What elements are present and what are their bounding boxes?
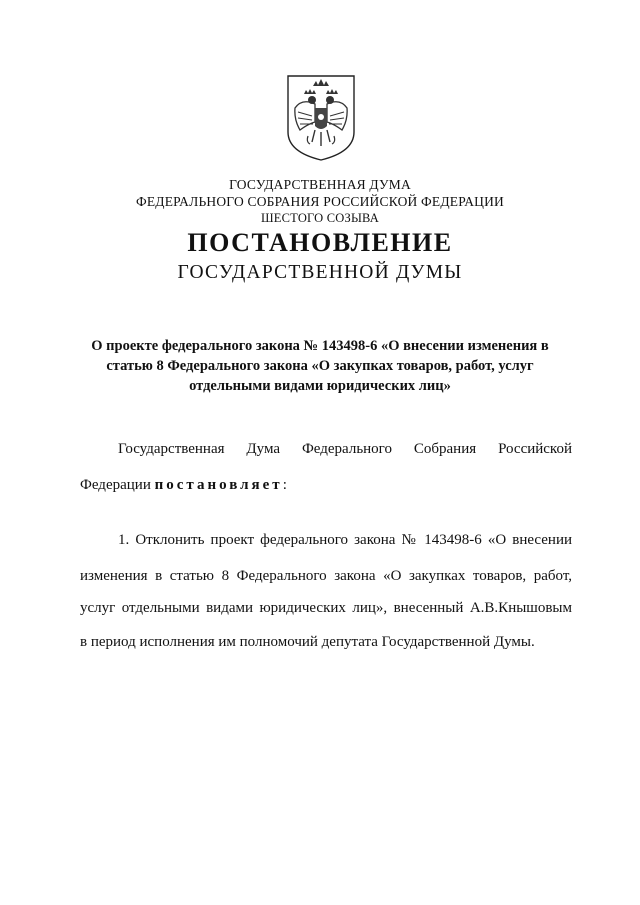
issuer-line-1: ГОСУДАРСТВЕННАЯ ДУМА (229, 177, 411, 192)
resolves-keyword: постановляет (154, 477, 283, 493)
clause-1-line-4: в период исполнения им полномочий депутата Государственной Думы. (80, 634, 535, 650)
issuer-line-2: ФЕДЕРАЛЬНОГО СОБРАНИЯ РОССИЙСКОЙ ФЕДЕРАЦИИ (136, 194, 504, 209)
document-subject (70, 336, 570, 396)
clause-1-line-2: изменения в статью 8 Федерального закона «О закупках товаров, работ, (80, 568, 572, 584)
preamble-prefix: Федерации (80, 477, 155, 493)
preamble-line-2 (80, 477, 287, 494)
subject-line-2: статью 8 Федерального закона «О закупках товаров, работ, услуг (106, 358, 534, 374)
clause-1-line-1: 1. Отклонить проект федерального закона № 143498-6 «О внесении (118, 532, 572, 548)
preamble-line-1: Государственная Дума Федерального Собрания Российской (118, 441, 572, 457)
subject-line-1: О проекте федерального закона № 143498-6 «О внесении изменения в (91, 338, 549, 354)
preamble-suffix: : (282, 477, 287, 493)
subject-line-3: отдельными видами юридических лиц» (189, 378, 451, 394)
coat-of-arms-icon (282, 72, 360, 164)
document-title: ПОСТАНОВЛЕНИЕ (187, 228, 453, 257)
convocation-line: ШЕСТОГО СОЗЫВА (260, 211, 380, 225)
document-subtitle: ГОСУДАРСТВЕННОЙ ДУМЫ (177, 262, 463, 283)
clause-1-line-3: услуг отдельными видами юридических лиц», внесенный А.В.Кнышовым (80, 600, 572, 616)
